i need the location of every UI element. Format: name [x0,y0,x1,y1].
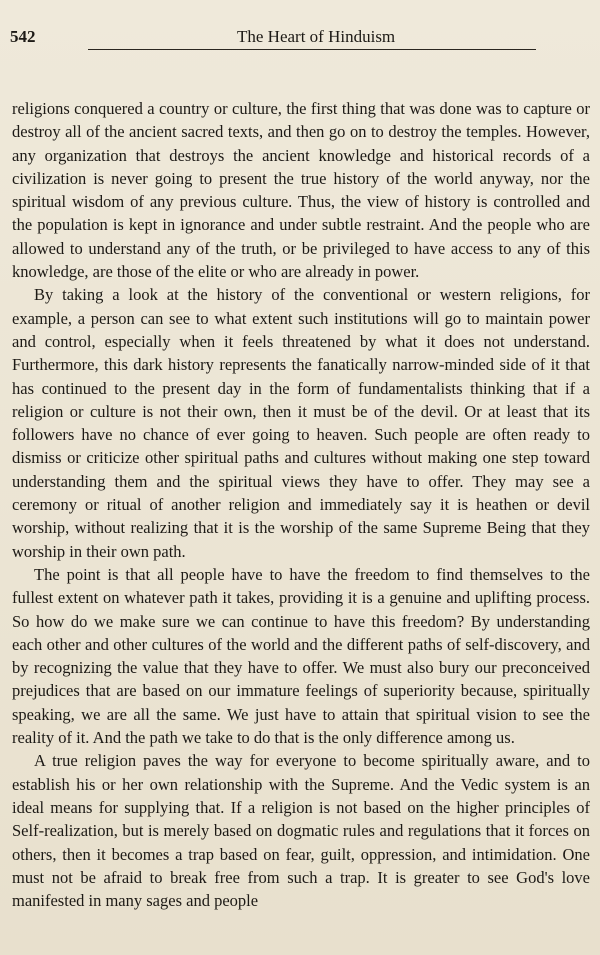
paragraph-1: religions conquered a country or culture, the first thing that was done was to capture or destroy all of the ancient sacred texts, and then go on to destroy the temples. However, any organization that destroys the ancient knowledge and historical records of a civilization is never going to present the true history of the world anyway, nor the spiritual wisdom of any previous culture. Thus, the view of history is controlled and the population is kept in ignorance and under subtle restraint. And the people who are allowed to understand any of the truth, or be privileged to have access to any of this knowledge, are those of the elite or who are already in power. [12,99,590,282]
paragraph-2: By taking a look at the history of the conventional or western religions, for example, a person can see to what extent such institutions will go to maintain power and control, especially when it feels threatened by what it does not understand. Furthermore, this dark history represents the fanatically narrow-minded side of it that has continued to the present day in the form of fundamentalists thinking that if a religion or culture is not their own, then it must be of the devil. Or at least that its followers have no chance of ever going to heaven. Such people are often ready to dismiss or criticize other spiritual paths and cultures without making one step toward understanding them and the spiritual views they have to offer. They may see a ceremony or ritual of another religion and immediately say it is heathen or devil worship, without realizing that it is the worship of the same Supreme Being that they worship in their own path. [12,285,590,561]
paragraph-4: A true religion paves the way for everyone to become spiritually aware, and to establish his or her own relationship with the Supreme. And the Vedic system is an ideal means for supplying that. If a religion is not based on the higher principles of Self-realization, but is merely based on dogmatic rules and regulations that it forces on others, then it becomes a trap based on fear, guilt, oppression, and intimidation. One must not be afraid to break free from such a trap. It is greater to see God's love manifested in many sages and people [12,751,590,911]
running-title: The Heart of Hinduism [237,27,396,46]
header-rule [88,49,536,50]
page-header [10,25,590,51]
body-text [12,97,590,912]
page-number: 542 [10,27,36,46]
paragraph-3: The point is that all people have to have the freedom to find themselves to the fullest extent on whatever path it takes, providing it is a genuine and uplifting process. So how do we make sure we can continue to have this freedom? By understanding each other and other cultures of the world and the different paths of self-discovery, and by recognizing the value that they have to offer. We must also bury our preconceived prejudices that are based on our immature feelings of superiority because, spiritually speaking, we are all the same. We just have to attain that spiritual vision to see the reality of it. And the path we take to do that is the only difference among us. [12,564,590,748]
